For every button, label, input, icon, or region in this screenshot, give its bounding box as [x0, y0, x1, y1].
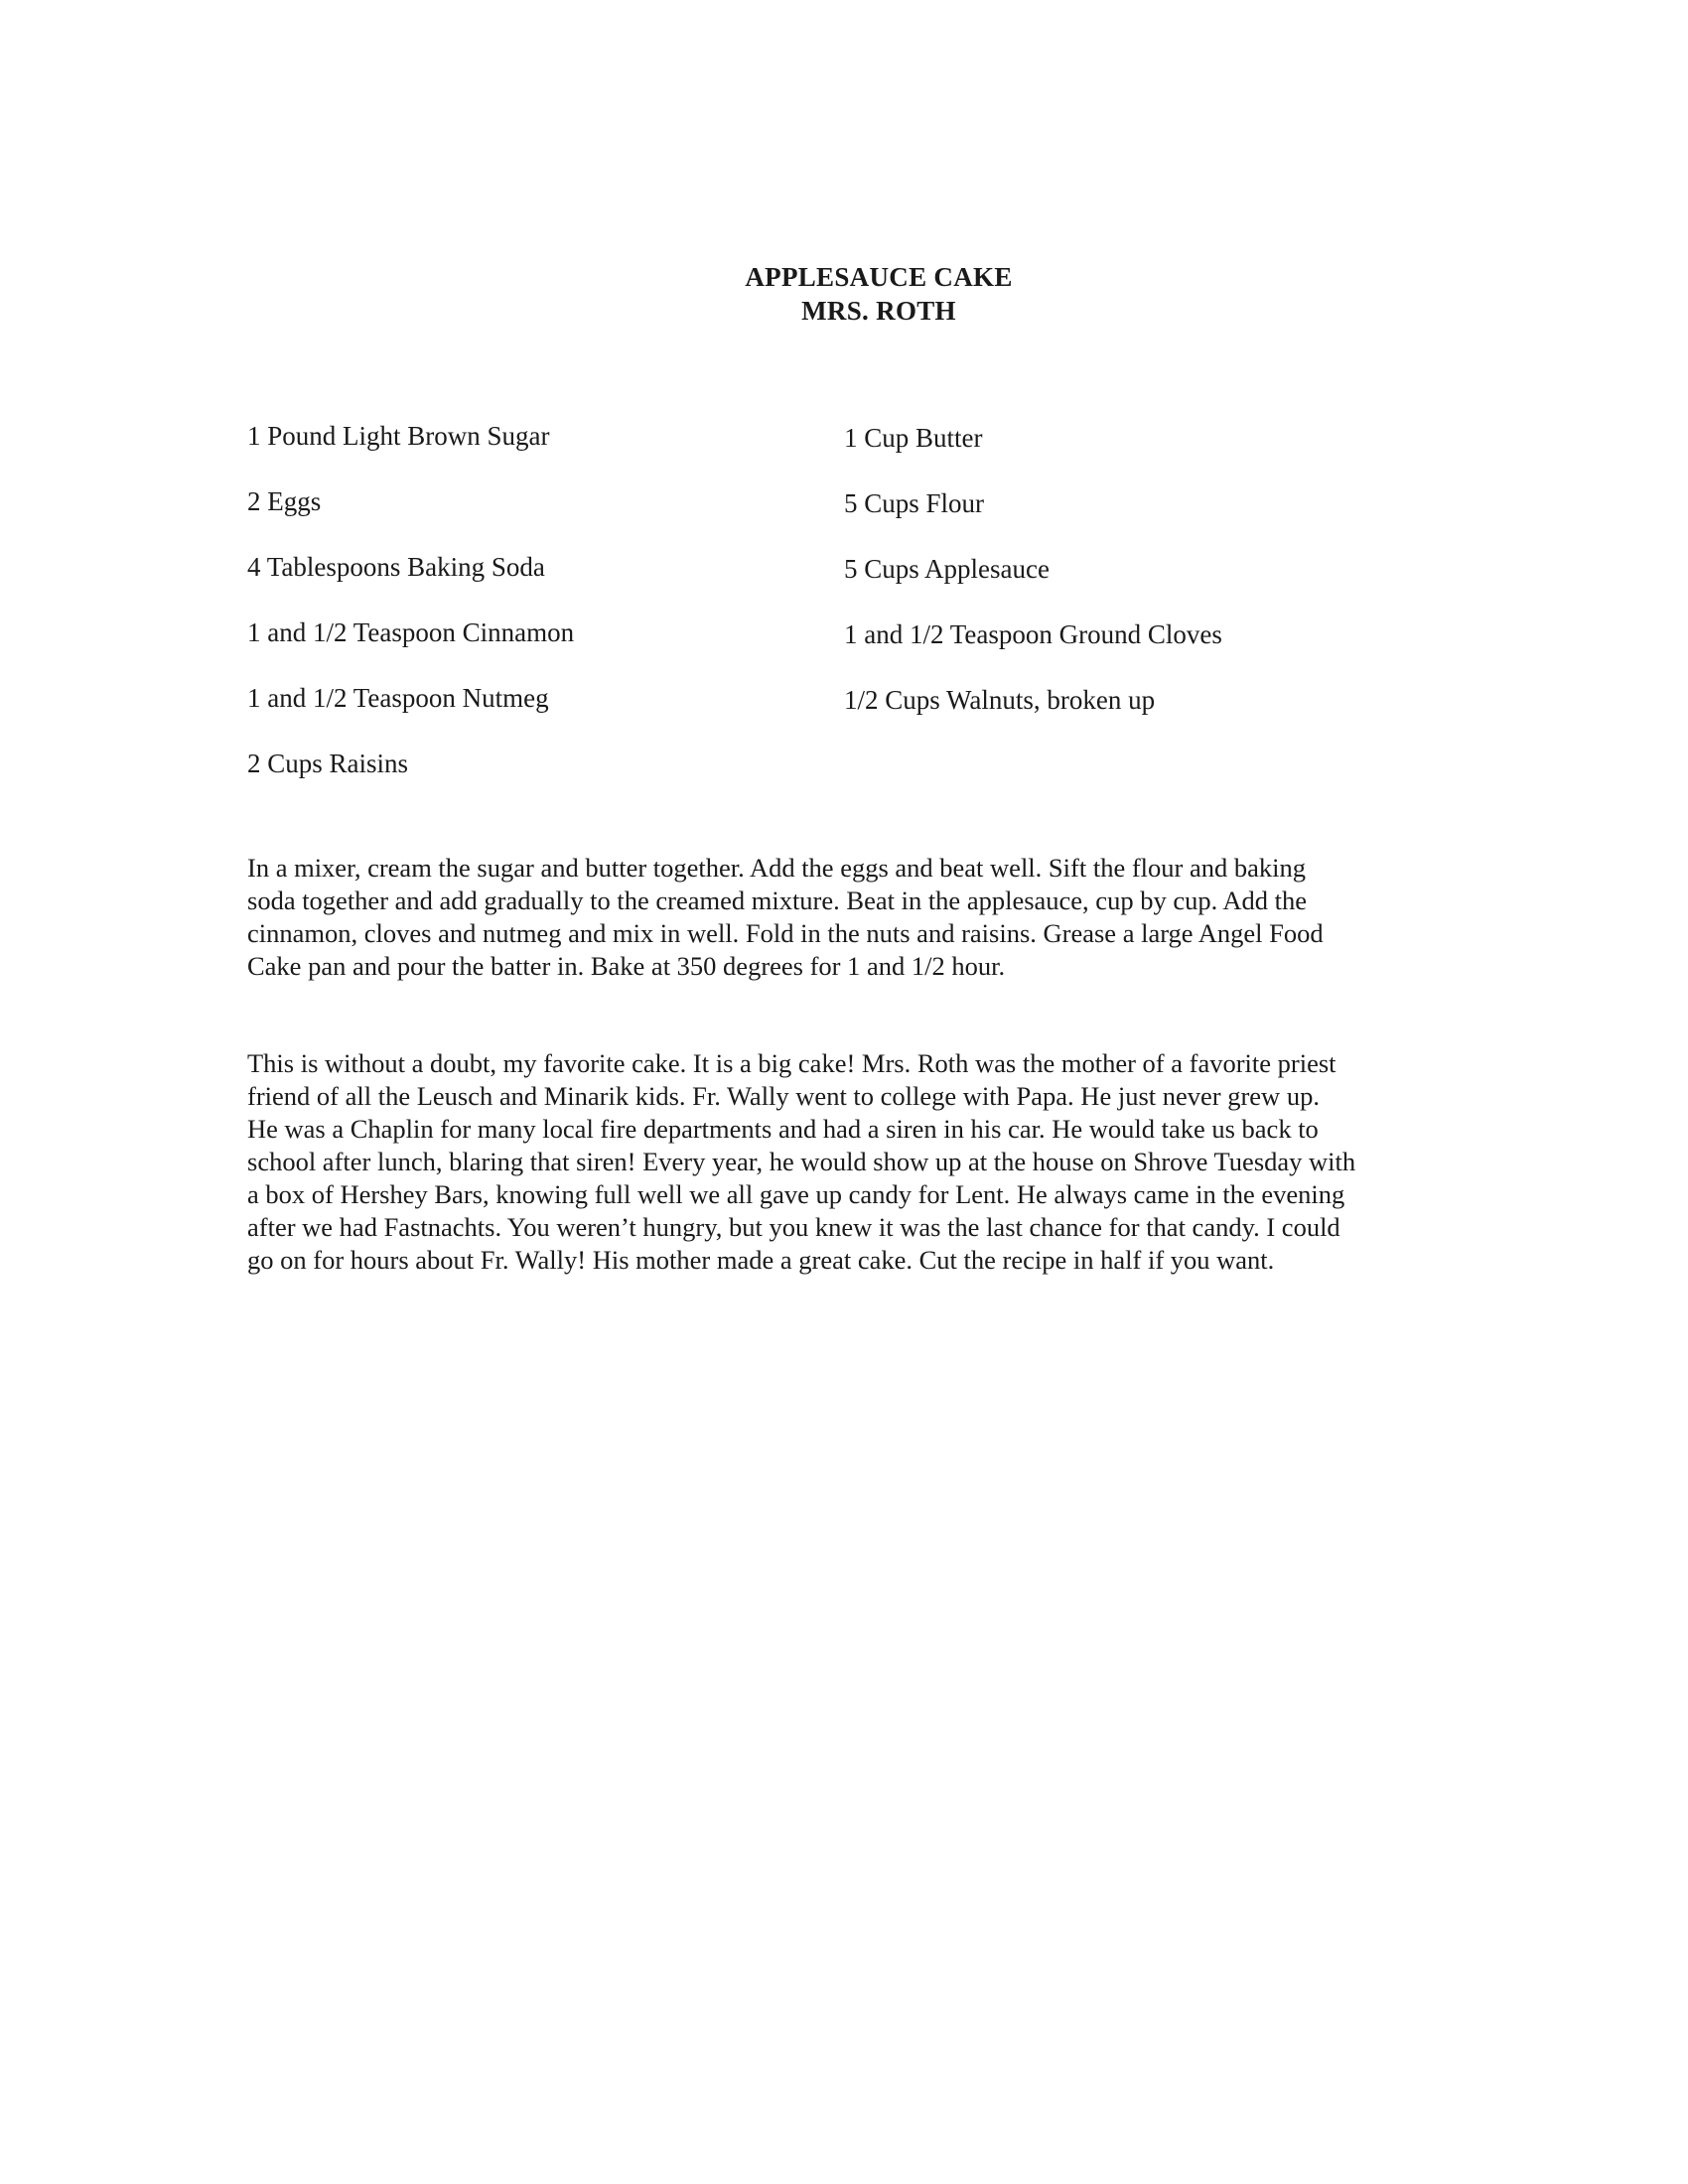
recipe-title: APPLESAUCE CAKE — [745, 262, 1013, 292]
story-line: friend of all the Leusch and Minarik kids. Fr. Wally went to college with Papa. He just never grew up. — [247, 1081, 1320, 1111]
ingredient-row — [247, 486, 1439, 552]
recipe-title-block — [0, 260, 1688, 328]
instructions-line: Cake pan and pour the batter in. Bake at 350 degrees for 1 and 1/2 hour. — [247, 951, 1006, 981]
instructions-line: soda together and add gradually to the creamed mixture. Beat in the applesauce, cup by cup. Add the — [247, 886, 1308, 915]
story-paragraph — [247, 1047, 1459, 1277]
instructions-line: In a mixer, cream the sugar and butter together. Add the eggs and beat well. Sift the flour and baking — [247, 853, 1306, 883]
ingredient-item: 1/2 Cups Walnuts, broken up — [844, 685, 1156, 715]
ingredient-row — [247, 552, 1439, 617]
ingredient-row — [247, 617, 1439, 683]
story-line: a box of Hershey Bars, knowing full well we all gave up candy for Lent. He always came in the evening — [247, 1179, 1345, 1209]
ingredient-list — [247, 421, 1439, 814]
story-line: He was a Chaplin for many local fire departments and had a siren in his car. He would take us back to — [247, 1114, 1319, 1144]
ingredient-item: 5 Cups Flour — [844, 488, 985, 518]
ingredient-item: 4 Tablespoons Baking Soda — [247, 552, 545, 582]
ingredient-item: 5 Cups Applesauce — [844, 554, 1050, 584]
recipe-author: MRS. ROTH — [801, 296, 956, 326]
instructions-line: cinnamon, cloves and nutmeg and mix in well. Fold in the nuts and raisins. Grease a large Angel Food — [247, 918, 1324, 948]
ingredient-row — [247, 421, 1439, 486]
story-line: school after lunch, blaring that siren! Every year, he would show up at the house on Shrove Tuesday with — [247, 1147, 1356, 1176]
story-line: go on for hours about Fr. Wally! His mother made a great cake. Cut the recipe in half if you want. — [247, 1245, 1275, 1275]
ingredient-item: 2 Cups Raisins — [247, 749, 409, 778]
ingredient-item: 1 and 1/2 Teaspoon Cinnamon — [247, 617, 575, 647]
ingredient-row — [247, 683, 1439, 749]
ingredient-item: 1 and 1/2 Teaspoon Ground Cloves — [844, 619, 1222, 649]
instructions-paragraph — [247, 852, 1459, 983]
story-line: This is without a doubt, my favorite cake. It is a big cake! Mrs. Roth was the mother of a favorite priest — [247, 1048, 1336, 1078]
ingredient-item: 2 Eggs — [247, 486, 322, 516]
ingredient-item: 1 and 1/2 Teaspoon Nutmeg — [247, 683, 549, 713]
ingredient-row — [247, 749, 1439, 814]
ingredient-item: 1 Cup Butter — [844, 423, 983, 453]
ingredient-item: 1 Pound Light Brown Sugar — [247, 421, 550, 451]
story-line: after we had Fastnachts. You weren’t hungry, but you knew it was the last chance for that candy. I could — [247, 1212, 1340, 1242]
